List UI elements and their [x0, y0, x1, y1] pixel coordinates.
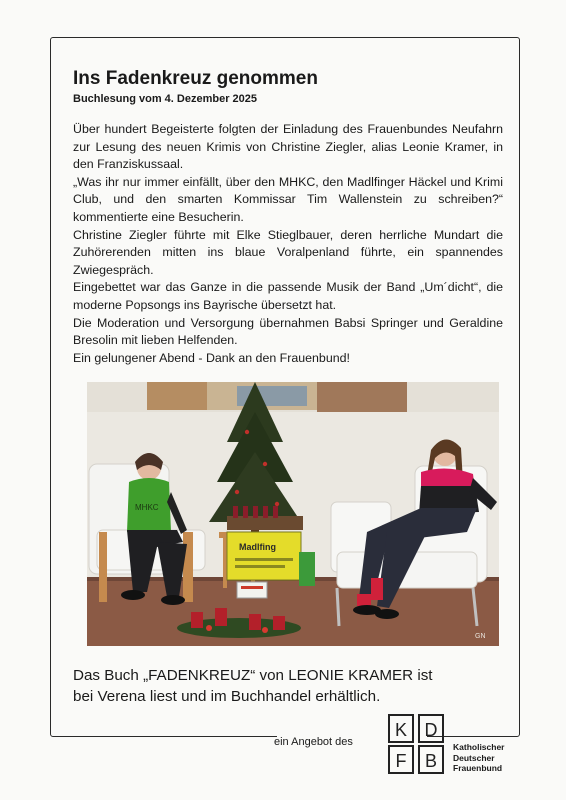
- article-body: [73, 121, 503, 367]
- logo-letter: B: [424, 751, 438, 771]
- photo-credit: GN: [475, 633, 486, 640]
- logo-letter: K: [394, 720, 408, 740]
- book-caption: [73, 665, 503, 707]
- event-photo-illustration: [87, 382, 499, 646]
- paragraph: „Was ihr nur immer einfällt, über den MHKC, den Madlfinger Häckel und Krimi Club, und den smarten Kommissar Tim Wallenstein zu schreiben?“ kommentierte eine Besucherin.: [73, 174, 503, 224]
- shirt-text: MHKC: [135, 503, 159, 512]
- event-photo: [87, 382, 499, 646]
- paragraph: Die Moderation und Versorgung übernahmen Babsi Springer und Geraldine Bresolin mit lieben Helfenden.: [73, 315, 503, 348]
- org-name-line: Katholischer: [453, 742, 505, 752]
- caption-line: Das Buch „FADENKREUZ“ von LEONIE KRAMER ist: [73, 667, 433, 684]
- logo-letter: D: [424, 720, 438, 740]
- offer-text: ein Angebot des: [274, 736, 353, 748]
- organization-name: [453, 742, 505, 774]
- kdfb-logo: [388, 714, 444, 774]
- article-title: Ins Fadenkreuz genommen: [73, 68, 318, 89]
- paragraph: Über hundert Begeisterte folgten der Einladung des Frauenbundes Neufahrn zur Lesung des neuen Krimis von Christine Ziegler, alias Leonie Kramer, in den Franziskussaal.: [73, 122, 503, 172]
- poster-text: Madlfing: [239, 542, 276, 552]
- article-subtitle: Buchlesung vom 4. Dezember 2025: [73, 93, 258, 105]
- paragraph: Eingebettet war das Ganze in die passende Musik der Band „Um´dicht“, die moderne Popsongs ins Bayrische übersetzt hat.: [73, 280, 503, 312]
- logo-letter: F: [395, 751, 407, 771]
- org-name-line: Frauenbund: [453, 763, 503, 773]
- org-name-line: Deutscher: [453, 752, 495, 763]
- paragraph: Ein gelungener Abend - Dank an den Frauenbund!: [73, 350, 350, 365]
- paragraph: Christine Ziegler führte mit Elke Stieglbauer, deren herrliche Mundart die Zuhörerenden mitten ins blaue Voralpenland führte, ein spannendes Zwiegespräch.: [73, 227, 503, 277]
- caption-line: bei Verena liest und im Buchhandel erhältlich.: [73, 688, 381, 705]
